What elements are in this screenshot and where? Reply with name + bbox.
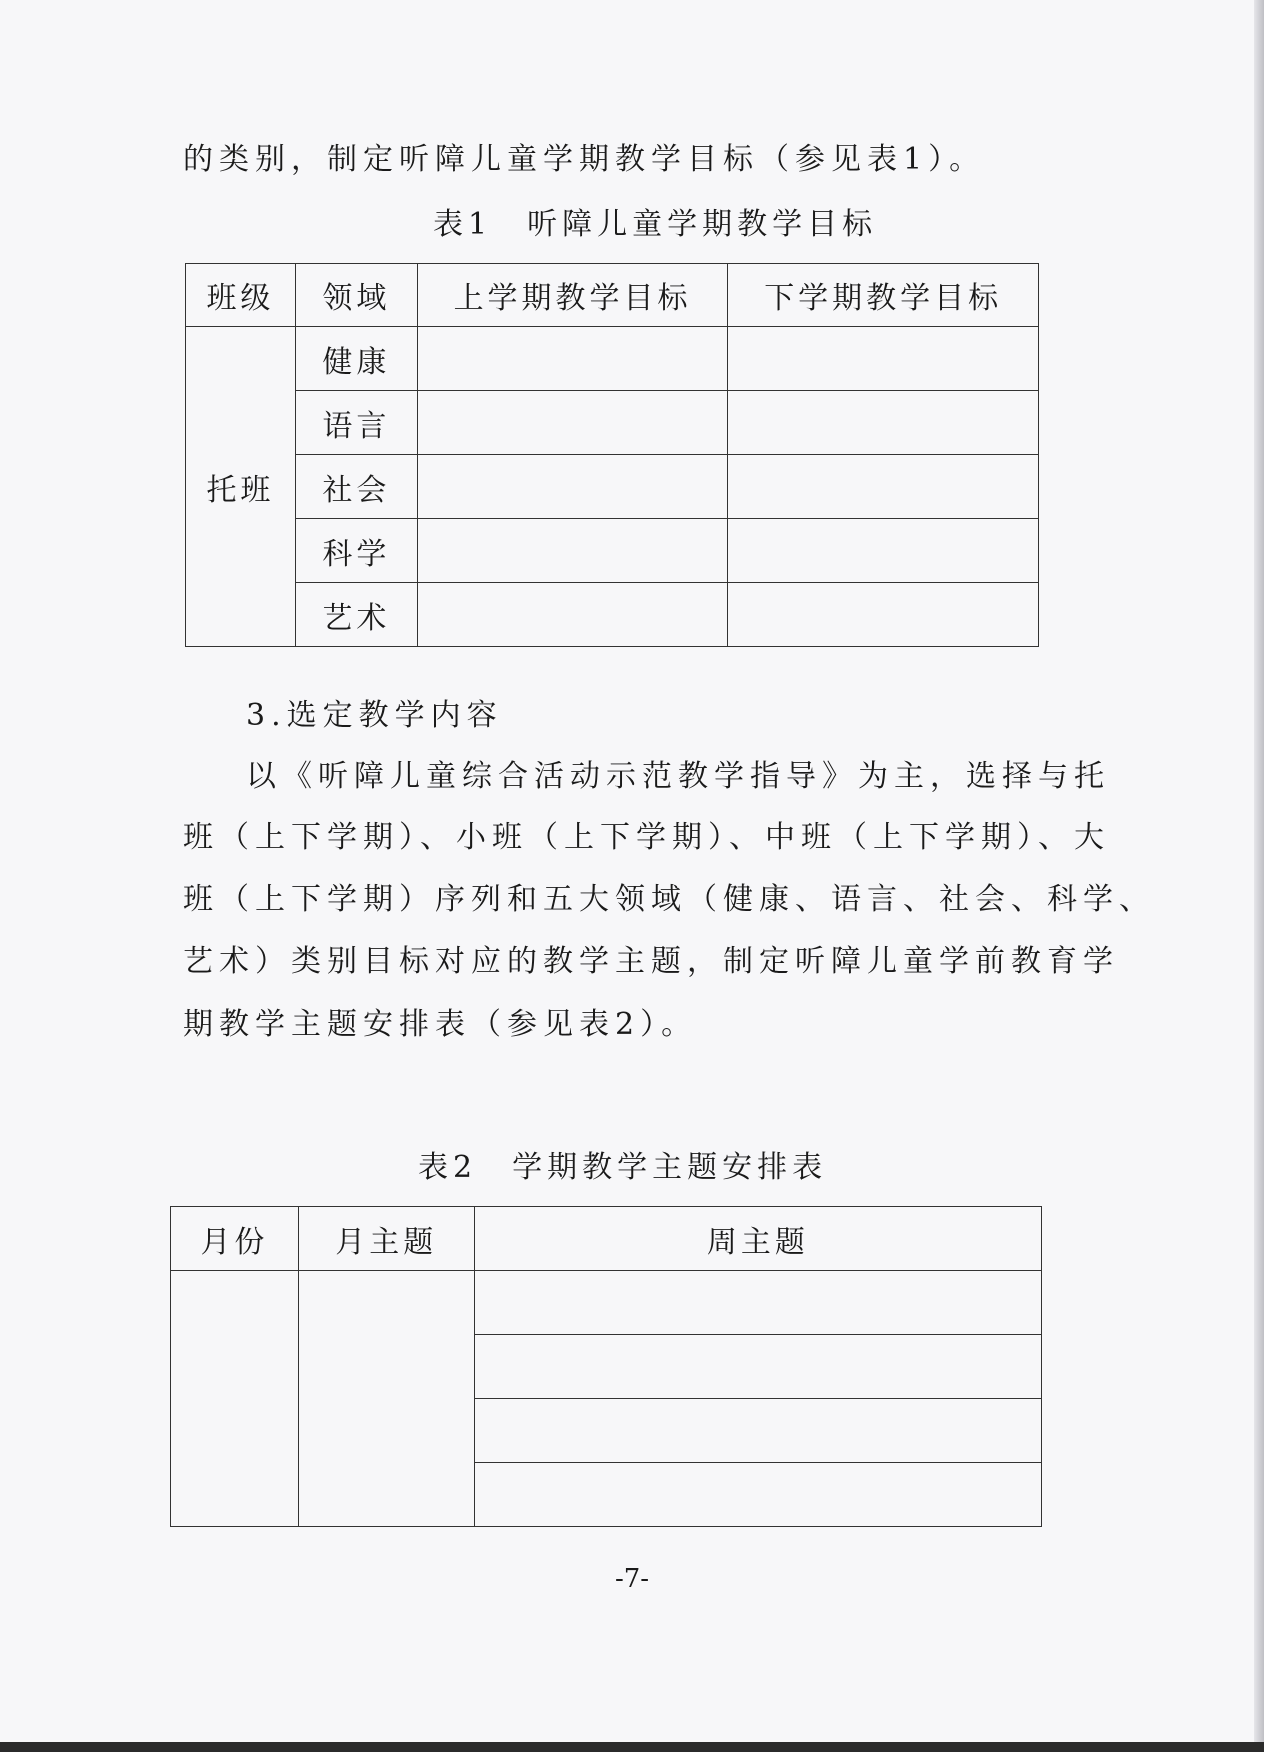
table1-cell [728, 327, 1039, 391]
table1-cell [417, 391, 728, 455]
table2-month-theme-cell [298, 1271, 474, 1527]
table1-cell [728, 391, 1039, 455]
table1-cell [728, 519, 1039, 583]
table2-week-cell [474, 1271, 1041, 1335]
table1-header-class: 班级 [186, 264, 296, 327]
paragraph-line-5: 艺术）类别目标对应的教学主题，制定听障儿童学前教育学 [183, 944, 1119, 979]
page-number: -7- [614, 1564, 650, 1594]
table-row [186, 519, 1039, 583]
table1-header-first-term: 上学期教学目标 [417, 264, 728, 327]
table1-domain-health: 健康 [295, 327, 417, 391]
table1-cell [728, 583, 1039, 647]
table2-week-cell [474, 1463, 1041, 1527]
table2-caption: 表2 学期教学主题安排表 [418, 1150, 828, 1185]
scan-edge-bottom [0, 1742, 1264, 1752]
table2-week-cell [474, 1399, 1041, 1463]
table1-cell [417, 519, 728, 583]
table2-header-week-theme: 周主题 [474, 1207, 1041, 1271]
table1-caption: 表1 听障儿童学期教学目标 [433, 207, 878, 242]
table-row [186, 583, 1039, 647]
scan-edge-right [1254, 0, 1264, 1752]
table1-cell [417, 583, 728, 647]
paragraph-line-1: 的类别，制定听障儿童学期教学目标（参见表1）。 [183, 142, 986, 177]
table2-header-month: 月份 [171, 1207, 299, 1271]
table2 [170, 1206, 1042, 1527]
paragraph-line-6: 期教学主题安排表（参见表2）。 [183, 1007, 698, 1042]
table-row [171, 1271, 1042, 1335]
table-row [186, 327, 1039, 391]
paragraph-line-4: 班（上下学期）序列和五大领域（健康、语言、社会、科学、 [183, 882, 1155, 917]
table2-header-month-theme: 月主题 [298, 1207, 474, 1271]
table1-cell [728, 455, 1039, 519]
table2-month-cell [171, 1271, 299, 1527]
table-row [186, 455, 1039, 519]
table1-domain-art: 艺术 [295, 583, 417, 647]
table-row [186, 391, 1039, 455]
table1-domain-science: 科学 [295, 519, 417, 583]
table2-header-row [171, 1207, 1042, 1271]
table1-cell [417, 455, 728, 519]
section-heading: 3.选定教学内容 [246, 698, 503, 733]
paragraph-line-3: 班（上下学期）、小班（上下学期）、中班（上下学期）、大 [183, 820, 1110, 855]
paragraph-line-2: 以《听障儿童综合活动示范教学指导》为主，选择与托 [246, 759, 1110, 794]
table1-class-cell: 托班 [186, 327, 296, 647]
table1-header-row [186, 264, 1039, 327]
table1-header-domain: 领域 [295, 264, 417, 327]
table1 [185, 263, 1039, 647]
table1-cell [417, 327, 728, 391]
table1-domain-language: 语言 [295, 391, 417, 455]
table2-week-cell [474, 1335, 1041, 1399]
table1-header-second-term: 下学期教学目标 [728, 264, 1039, 327]
table1-domain-society: 社会 [295, 455, 417, 519]
